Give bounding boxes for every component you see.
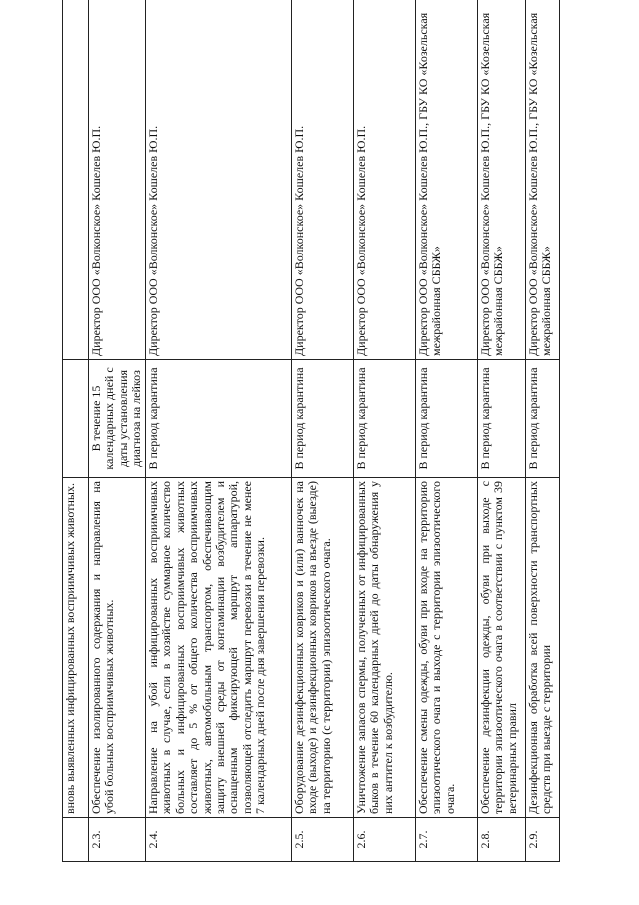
table-row [525,0,559,862]
table-row [353,0,415,862]
row-number [63,818,89,862]
table-row [63,0,89,862]
row-number: 2.5. [291,818,353,862]
table-row [145,0,291,862]
measure-term: В период карантина [353,360,415,478]
responsible-party [63,0,89,360]
measure-term: В период карантина [291,360,353,478]
responsible-party: Директор ООО «Волконское» Кошелев Ю.П., ГБУ КО «Козельская межрайонная СББЖ» [525,0,559,360]
measure-description: Обеспечение смены одежды, обуви при входе на территорию эпизоотического очага и выходе с территории эпизоотического очага. [415,478,477,818]
responsible-party: Директор ООО «Волконское» Кошелев Ю.П., ГБУ КО «Козельская межрайонная СББЖ» [415,0,477,360]
measure-term: В течение 15 календарных дней с даты установления диагноза на лейкоз [89,360,146,478]
measure-description: Направление на убой инфицированных восприимчивых животных в случае, если в хозяйстве суммарное количество больных и инфицированных восприимчивых животных составляет до 5 % от общего количества восприимчивых животных, автомобильным транспортом, обеспечивающим защиту внешней среды от контаминации возбудителем и оснащенным фиксирующей маршрут аппаратурой, позволяющей отследить маршрут перевозки в течение не менее 7 календарных дней после дня завершения перевозки. [145,478,291,818]
table-row [477,0,525,862]
measure-description: Оборудование дезинфекционных ковриков и (или) ванночек на входе (выходе) и дезинфекционных ковриков на въезде (выезде) на территорию (с территории) эпизоотического очага. [291,478,353,818]
responsible-party: Директор ООО «Волконское» Кошелев Ю.П. [89,0,146,360]
responsible-party: Директор ООО «Волконское» Кошелев Ю.П. [353,0,415,360]
rotated-page [62,0,639,862]
row-number: 2.7. [415,818,477,862]
measure-description: Обеспечение изолированного содержания и направления на убой больных восприимчивых животных. [89,478,146,818]
measure-description: Уничтожение запасов спермы, полученных от инфицированных быков в течение 60 календарных дней до даты обнаружения у них антител к возбудителю. [353,478,415,818]
table-row [415,0,477,862]
measure-term: В период карантина [525,360,559,478]
table-row [89,0,146,862]
measure-description: Обеспечение дезинфекции одежды, обуви при выходе с территории эпизоотического очага в соответствии с пунктом 39 ветеринарных правил [477,478,525,818]
measure-description: вновь выявленных инфицированных восприимчивых животных. [63,478,89,818]
row-number: 2.3. [89,818,146,862]
measure-term [63,360,89,478]
table-row [291,0,353,862]
measures-table [62,0,560,862]
measure-description: Дезинфекционная обработка всей поверхности транспортных средств при выезде с территории [525,478,559,818]
row-number: 2.9. [525,818,559,862]
row-number: 2.4. [145,818,291,862]
measure-term: В период карантина [415,360,477,478]
responsible-party: Директор ООО «Волконское» Кошелев Ю.П. [145,0,291,360]
measure-term: В период карантина [145,360,291,478]
measure-term: В период карантина [477,360,525,478]
row-number: 2.8. [477,818,525,862]
responsible-party: Директор ООО «Волконское» Кошелев Ю.П., ГБУ КО «Козельская межрайонная СББЖ» [477,0,525,360]
row-number: 2.6. [353,818,415,862]
responsible-party: Директор ООО «Волконское» Кошелев Ю.П. [291,0,353,360]
